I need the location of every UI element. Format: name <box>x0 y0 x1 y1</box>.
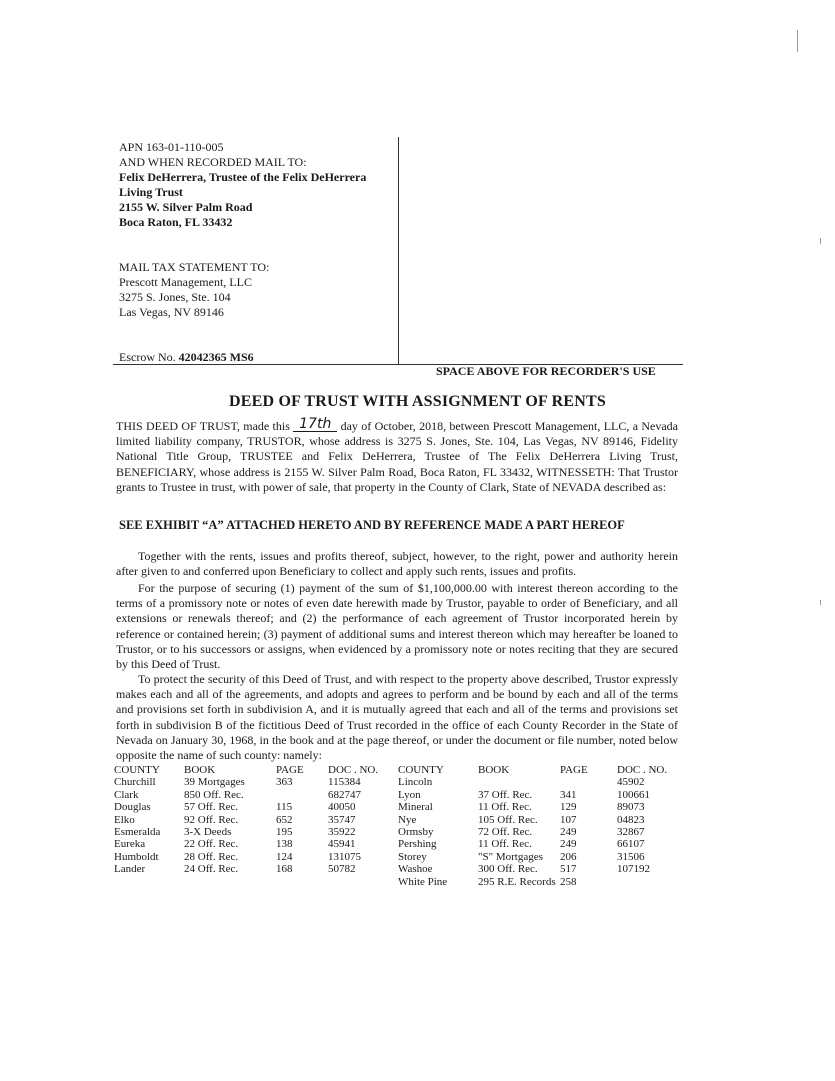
header-page-2: PAGE <box>560 764 588 776</box>
table-cell: 89073 <box>617 801 645 814</box>
table-cell: 11 Off. Rec. <box>478 838 532 851</box>
header-book-2: BOOK <box>478 764 510 776</box>
table-cell: Humboldt <box>114 850 159 863</box>
table-cell: 115 <box>276 801 293 814</box>
header-doc-no-2: DOC . NO. <box>617 764 668 776</box>
table-cell: 107 <box>560 813 577 826</box>
table-row <box>114 789 677 801</box>
table-cell: 115384 <box>328 776 361 789</box>
escrow-line <box>119 350 254 365</box>
table-cell: 195 <box>276 826 293 839</box>
purpose-paragraph <box>116 581 678 672</box>
exhibit-reference: SEE EXHIBIT “A” ATTACHED HERETO AND BY REFERENCE MADE A PART HEREOF <box>119 518 625 532</box>
table-cell: Lincoln <box>398 776 433 789</box>
table-cell: 129 <box>560 801 577 814</box>
table-row <box>114 876 677 888</box>
escrow-label: Escrow No. <box>119 350 176 364</box>
recipient-name-line2: Living Trust <box>119 185 183 199</box>
table-cell: White Pine <box>398 875 448 888</box>
table-row <box>114 814 677 826</box>
scan-mark <box>820 238 821 244</box>
tax-address-line1: 3275 S. Jones, Ste. 104 <box>119 290 231 304</box>
table-row <box>114 801 677 813</box>
table-cell: Clark <box>114 788 139 801</box>
table-cell: Mineral <box>398 801 433 814</box>
table-cell: 28 Off. Rec. <box>184 850 239 863</box>
table-cell: 39 Mortgages <box>184 776 245 789</box>
table-cell: 11 Off. Rec. <box>478 801 532 814</box>
table-cell: 22 Off. Rec. <box>184 838 239 851</box>
tax-address-line2: Las Vegas, NV 89146 <box>119 305 224 319</box>
purpose-paragraph-text: For the purpose of securing (1) payment of the sum of $1,100,000.00 with interest thereon according to the terms of a promissory note or notes of even date herewith made by Trustor, payable to order of Beneficiary, and all extensions or renewals thereof; and (2) the performance of each agreement of Trustor incorporated herein by reference or contained herein; (3) payment of additional sums and interest thereon which may hereafter be loaned to Trustor, or to his successors or assigns, when evidenced by a promissory note or notes reciting that they are secured by this Deed of Trust. <box>116 581 678 672</box>
table-cell: 37 Off. Rec. <box>478 788 533 801</box>
table-cell: 35922 <box>328 826 356 839</box>
table-cell: 45941 <box>328 838 356 851</box>
header-county-2: COUNTY <box>398 764 444 776</box>
table-cell: 341 <box>560 788 577 801</box>
table-cell: Pershing <box>398 838 437 851</box>
table-cell <box>114 876 184 888</box>
table-cell <box>478 776 560 788</box>
table-cell: Ormsby <box>398 826 434 839</box>
table-cell: 32867 <box>617 826 645 839</box>
table-row <box>114 863 677 875</box>
tax-statement-label: MAIL TAX STATEMENT TO: <box>119 260 270 274</box>
table-cell: 40050 <box>328 801 356 814</box>
intro-text-start: THIS DEED OF TRUST, made this <box>116 419 294 433</box>
table-cell: "S" Mortgages <box>478 850 543 863</box>
table-cell: 45902 <box>617 776 645 789</box>
scan-mark <box>797 30 798 52</box>
table-cell: 295 R.E. Records <box>478 875 556 888</box>
document-title: DEED OF TRUST WITH ASSIGNMENT OF RENTS <box>229 393 606 410</box>
table-cell: 138 <box>276 838 293 851</box>
county-recording-table <box>114 764 677 888</box>
table-cell <box>617 876 677 888</box>
protection-paragraph <box>116 672 678 763</box>
table-cell: Lyon <box>398 788 421 801</box>
table-cell: 31506 <box>617 850 645 863</box>
table-cell: Churchill <box>114 776 156 789</box>
table-cell: 249 <box>560 826 577 839</box>
table-cell <box>276 789 328 801</box>
table-cell: 131075 <box>328 850 361 863</box>
table-cell: 124 <box>276 850 293 863</box>
table-cell: 50782 <box>328 863 356 876</box>
table-cell <box>328 876 398 888</box>
header-county: COUNTY <box>114 764 160 776</box>
table-cell: 35747 <box>328 813 356 826</box>
table-cell: 682747 <box>328 788 361 801</box>
table-cell: Nye <box>398 813 417 826</box>
table-cell: Storey <box>398 850 427 863</box>
table-cell: 24 Off. Rec. <box>184 863 239 876</box>
rents-paragraph <box>116 549 678 579</box>
table-cell <box>560 776 617 788</box>
header-doc-no: DOC . NO. <box>328 764 379 776</box>
recorded-mail-label: AND WHEN RECORDED MAIL TO: <box>119 155 307 169</box>
table-cell: Elko <box>114 813 135 826</box>
recipient-address-line1: 2155 W. Silver Palm Road <box>119 200 253 214</box>
recorder-space-note: SPACE ABOVE FOR RECORDER'S USE <box>436 364 656 378</box>
table-cell: 100661 <box>617 788 650 801</box>
table-cell: 04823 <box>617 813 645 826</box>
escrow-number: 42042365 MS6 <box>178 350 254 364</box>
table-cell: 168 <box>276 863 293 876</box>
table-row <box>114 851 677 863</box>
table-cell: 249 <box>560 838 577 851</box>
table-cell: 363 <box>276 776 293 789</box>
table-cell: Douglas <box>114 801 151 814</box>
table-cell: 3-X Deeds <box>184 826 232 839</box>
table-row <box>114 776 677 788</box>
table-cell <box>276 876 328 888</box>
table-row <box>114 826 677 838</box>
table-cell: 72 Off. Rec. <box>478 826 533 839</box>
tax-recipient-name: Prescott Management, LLC <box>119 275 252 289</box>
intro-paragraph <box>116 416 678 495</box>
table-cell <box>184 876 276 888</box>
table-cell: 92 Off. Rec. <box>184 813 239 826</box>
header-book: BOOK <box>184 764 216 776</box>
table-header-row <box>114 764 677 776</box>
table-cell: 206 <box>560 850 577 863</box>
recipient-address-line2: Boca Raton, FL 33432 <box>119 215 233 229</box>
intro-text-rest: day of October, 2018, between Prescott Management, LLC, a Nevada limited liability company, TRUSTOR, whose address is 3275 S. Jones, Ste. 104, Las Vegas, NV 89146, Fidelity National Title Group, TRUSTEE and Felix DeHerrera, Trustee of The Felix DeHerrera Living Trust, BENEFICIARY, whose address is 2155 W. Silver Palm Road, Boca Raton, FL 33432, WITNESSETH: That Trustor grants to Trustee in trust, with power of sale, that property in the County of Clark, State of NEVADA described as: <box>116 419 678 494</box>
table-cell: 300 Off. Rec. <box>478 863 538 876</box>
scan-mark <box>820 600 821 605</box>
table-cell: 105 Off. Rec. <box>478 813 538 826</box>
table-cell: 258 <box>560 875 577 888</box>
table-cell: Lander <box>114 863 146 876</box>
recorder-space-divider <box>398 137 399 365</box>
table-cell: 57 Off. Rec. <box>184 801 239 814</box>
apn-number: APN 163-01-110-005 <box>119 140 224 154</box>
handwritten-day: 17th <box>293 417 337 432</box>
table-cell: Esmeralda <box>114 826 161 839</box>
table-cell: 107192 <box>617 863 650 876</box>
table-cell: 517 <box>560 863 577 876</box>
recipient-name-line1: Felix DeHerrera, Trustee of the Felix DeHerrera <box>119 170 367 184</box>
table-cell: 652 <box>276 813 293 826</box>
table-row <box>114 838 677 850</box>
header-page: PAGE <box>276 764 304 776</box>
protection-paragraph-text: To protect the security of this Deed of Trust, and with respect to the property above described, Trustor expressly makes each and all of the agreements, and adopts and agrees to perform and be bound by each and all of the terms and provisions set forth in subdivision A, and it is mutually agreed that each and all of the terms and provisions set forth in subdivision B of the fictitious Deed of Trust recorded in the office of each County Recorder in the State of Nevada on January 30, 1968, in the book and at the page thereof, or under the document or file number, noted below opposite the name of such county: namely: <box>116 672 678 763</box>
rents-paragraph-text: Together with the rents, issues and profits thereof, subject, however, to the right, power and authority herein after given to and conferred upon Beneficiary to collect and apply such rents, issues and profits. <box>116 549 678 579</box>
table-cell: 66107 <box>617 838 645 851</box>
table-cell: 850 Off. Rec. <box>184 788 244 801</box>
table-cell: Washoe <box>398 863 433 876</box>
table-cell: Eureka <box>114 838 146 851</box>
